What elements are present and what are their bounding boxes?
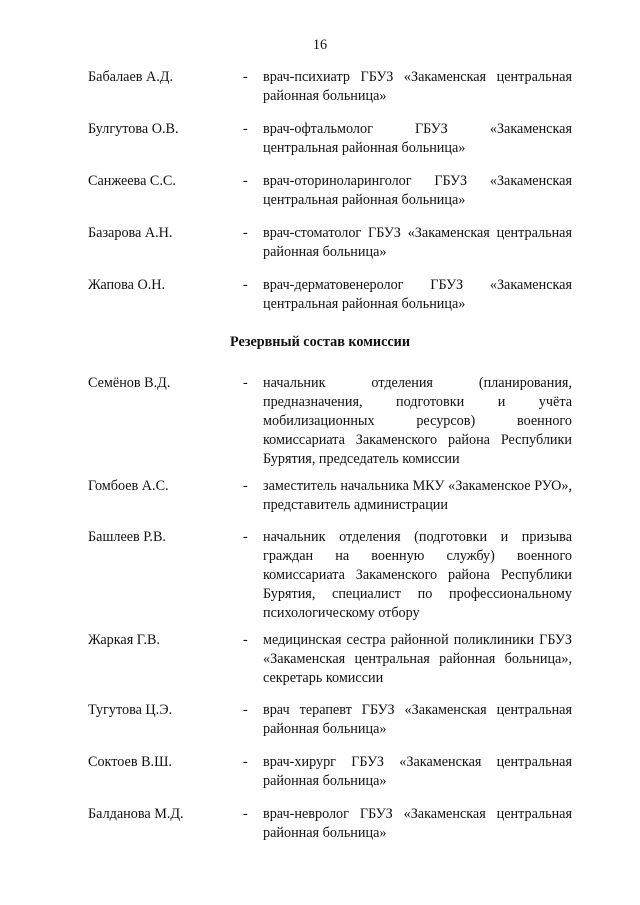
member-description: врач-стоматолог ГБУЗ «Закаменская центральная районная больница»: [263, 225, 572, 260]
member-name: Башлеев Р.В.: [88, 529, 166, 545]
member-description: врач-офтальмолог ГБУЗ «Закаменская центральная районная больница»: [263, 121, 572, 156]
member-name: Тугутова Ц.Э.: [88, 702, 173, 718]
member-name: Базарова А.Н.: [88, 225, 173, 241]
dash: -: [243, 632, 248, 648]
member-description: врач-оториноларинголог ГБУЗ «Закаменская центральная районная больница»: [263, 173, 572, 208]
member-description: начальник отделения (подготовки и призыва граждан на военную службу) военного комиссариата Закаменского района Республики Бурятия, специалист по профессиональному психологическому отбору: [263, 529, 572, 621]
dash: -: [243, 529, 248, 545]
member-name: Булгутова О.В.: [88, 121, 179, 137]
dash: -: [243, 754, 248, 770]
member-description: врач-хирург ГБУЗ «Закаменская центральная районная больница»: [263, 754, 572, 789]
dash: -: [243, 173, 248, 189]
dash: -: [243, 121, 248, 137]
dash: -: [243, 375, 248, 391]
member-name: Жапова О.Н.: [88, 277, 166, 293]
member-name: Гомбоев А.С.: [88, 478, 169, 494]
dash: -: [243, 702, 248, 718]
dash: -: [243, 277, 248, 293]
member-description: врач терапевт ГБУЗ «Закаменская центральная районная больница»: [263, 702, 572, 737]
member-description: начальник отделения (планирования, предназначения, подготовки и учёта мобилизационных ресурсов) военного комиссариата Закаменского района Республики Бурятия, председатель комиссии: [263, 375, 572, 467]
member-name: Санжеева С.С.: [88, 173, 176, 189]
page-number: 16: [312, 37, 328, 53]
member-description: врач-невролог ГБУЗ «Закаменская центральная районная больница»: [263, 806, 572, 841]
member-name: Жаркая Г.В.: [88, 632, 160, 648]
member-name: Соктоев В.Ш.: [88, 754, 172, 770]
dash: -: [243, 806, 248, 822]
member-name: Бабалаев А.Д.: [88, 69, 174, 85]
member-description: врач-дерматовенеролог ГБУЗ «Закаменская центральная районная больница»: [263, 277, 572, 312]
reserve-heading: Резервный состав комиссии: [229, 334, 411, 350]
dash: -: [243, 69, 248, 85]
member-description: заместитель начальника МКУ «Закаменское РУО», представитель администрации: [263, 478, 572, 513]
member-name: Балданова М.Д.: [88, 806, 184, 822]
member-description: медицинская сестра районной поликлиники ГБУЗ «Закаменская центральная районная больница», секретарь комиссии: [263, 632, 572, 686]
member-description: врач-психиатр ГБУЗ «Закаменская центральная районная больница»: [263, 69, 572, 104]
dash: -: [243, 478, 248, 494]
dash: -: [243, 225, 248, 241]
member-name: Семёнов В.Д.: [88, 375, 171, 391]
